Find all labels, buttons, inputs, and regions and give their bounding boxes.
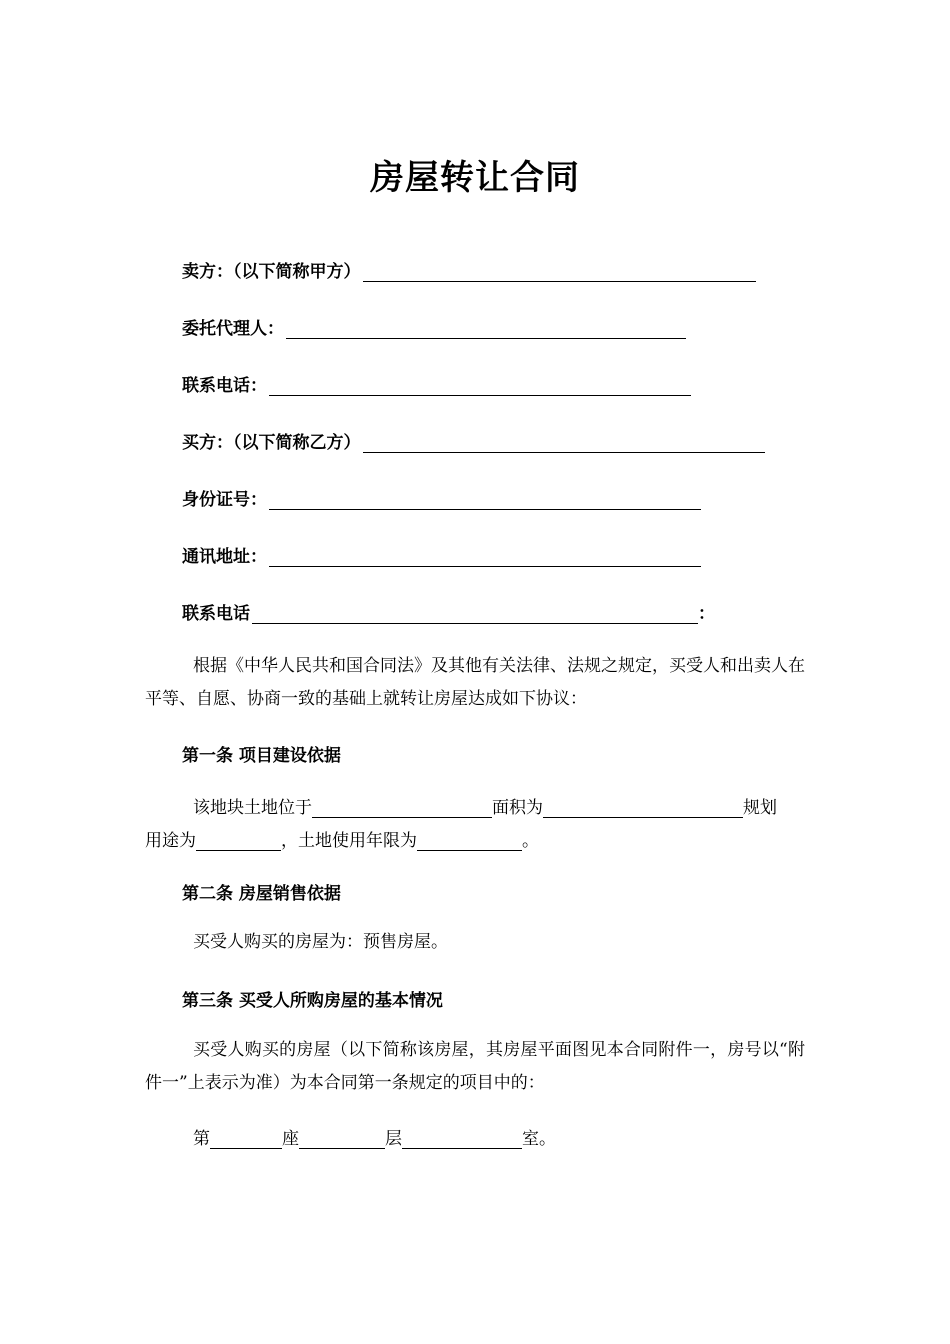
agent-label: 委托代理人： — [182, 319, 284, 339]
buyer-phone-suffix: ： — [698, 604, 715, 624]
article1-text3: 规划 — [743, 798, 777, 818]
room-prefix: 第 — [193, 1129, 210, 1149]
seller-phone-blank[interactable] — [269, 375, 691, 396]
seller-phone-label: 联系电话： — [182, 376, 267, 396]
article1-text1: 该地块土地位于 — [193, 798, 312, 818]
article3-heading: 第三条 买受人所购房屋的基本情况 — [182, 991, 443, 1011]
article2-heading: 第二条 房屋销售依据 — [182, 884, 341, 904]
buyer-phone-label: 联系电话 — [182, 604, 250, 624]
unit-blank[interactable] — [402, 1126, 522, 1149]
buyer-label: 买方：（以下简称乙方） — [182, 433, 361, 453]
address-label: 通讯地址： — [182, 547, 267, 567]
land-area-blank[interactable] — [543, 795, 743, 818]
land-term-blank[interactable] — [417, 828, 522, 851]
buyer-phone-blank[interactable] — [252, 603, 698, 624]
id-blank[interactable] — [269, 489, 701, 510]
article1-text2: 面积为 — [492, 798, 543, 818]
seller-field — [182, 256, 756, 282]
id-label: 身份证号： — [182, 490, 267, 510]
agent-field — [182, 313, 686, 339]
floor-blank[interactable] — [299, 1126, 385, 1149]
seat-blank[interactable] — [210, 1126, 282, 1149]
document-title: 房屋转让合同 — [370, 158, 580, 198]
agent-blank[interactable] — [286, 318, 686, 339]
seller-label: 卖方：（以下简称甲方） — [182, 262, 361, 282]
article3-paragraph: 买受人购买的房屋（以下简称该房屋，其房屋平面图见本合同附件一，房号以“附件一”上表示为准）为本合同第一条规定的项目中的： — [145, 1040, 805, 1093]
room-unit: 室。 — [522, 1129, 556, 1149]
seller-phone-field — [182, 370, 691, 396]
id-field — [182, 484, 701, 510]
buyer-field — [182, 427, 765, 453]
article1-text4: 用途为 — [145, 831, 196, 851]
article1-line2 — [145, 823, 539, 851]
address-blank[interactable] — [269, 546, 701, 567]
address-field — [182, 541, 701, 567]
buyer-blank[interactable] — [363, 432, 765, 453]
article2-paragraph: 买受人购买的房屋为：预售房屋。 — [193, 932, 448, 952]
article1-text5: ，土地使用年限为 — [281, 831, 417, 851]
room-line — [193, 1121, 556, 1149]
land-location-blank[interactable] — [312, 795, 492, 818]
buyer-phone-field — [182, 598, 715, 624]
article1-heading: 第一条 项目建设依据 — [182, 746, 341, 766]
intro-paragraph: 根据《中华人民共和国合同法》及其他有关法律、法规之规定，买受人和出卖人在平等、自愿、协商一致的基础上就转让房屋达成如下协议： — [145, 656, 805, 709]
room-floor: 层 — [385, 1129, 402, 1149]
article1-line1 — [193, 790, 777, 818]
article1-text6: 。 — [522, 831, 539, 851]
room-seat: 座 — [282, 1129, 299, 1149]
seller-blank[interactable] — [363, 261, 756, 282]
land-use-blank[interactable] — [196, 828, 281, 851]
